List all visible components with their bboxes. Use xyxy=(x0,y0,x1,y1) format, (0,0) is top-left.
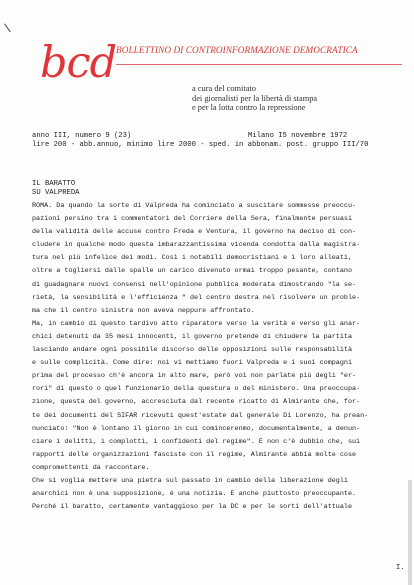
article-line: lasciando andare ogni possibile discorso delle opposizioni sulle responsabilità xyxy=(32,346,353,355)
article-heading xyxy=(32,180,79,199)
curated-line: dei giornalisti per la libertà di stampa xyxy=(192,93,318,103)
article-line: tura nel più infelice dei modi. Così i notabili democristiani e i loro alleati, xyxy=(32,254,353,263)
page-number: I. xyxy=(396,564,405,572)
article-line: chici detenuti da 35 mesi innocenti, il governo pretende di chiudere la partita xyxy=(32,332,353,341)
article-line: di guadagnare nuovi consensi nell'opinione pubblica moderata dimostrando "la se- xyxy=(32,280,357,289)
issue-price: lire 200 - abb.annuo, minimo lire 2000 - sped. in abbonam. post. gruppo III/70 xyxy=(32,141,369,150)
curated-line: e per la lotta contro la repressione xyxy=(192,103,306,113)
issue-number: anno III, numero 9 (23) xyxy=(32,132,132,140)
article-line: cludere in qualche modo questa imbarazzantissima vicenda condotta dalla magistra- xyxy=(32,241,361,250)
masthead-title: BOLLETTINO DI CONTROINFORMAZIONE DEMOCRATICA xyxy=(116,45,358,55)
masthead-rule xyxy=(116,64,402,65)
article-line: zione, questa del governo, accresciuta dal recente ricatto di Almirante che, for- xyxy=(32,398,361,407)
article-line: te dei documenti del SIFAR ricevuti quest'estate dal generale Di Lorenzo, ha prean- xyxy=(32,411,369,420)
article-line: ma che il centro sinistra non aveva neppure affrontato. xyxy=(32,306,255,315)
article-line: nunciato: "Non è lontano il giorno in cui comincerenmo, documentalmente, a denun- xyxy=(32,424,361,433)
article-line: pazioni persino tra i commentatori del Corriere della Sera, finalmente persuasi xyxy=(32,215,353,224)
issue-place-date: Milano I5 novembre 1972 xyxy=(248,132,348,140)
page-edge-shadow xyxy=(408,480,412,585)
issue-info xyxy=(32,132,392,150)
article-line: Perché il baratto, certamente vantaggioso per la DC e per le sorti dell'attuale xyxy=(32,503,353,512)
article-line: ciare i delitti, i complotti, i confidenti del regime". E non c'è dubbio che, sui xyxy=(32,437,361,446)
article-line: anarchici non è una supposizione, è una notizia. E anche piuttosto preoccupante. xyxy=(32,490,357,499)
article-body xyxy=(32,200,402,514)
heading-line: SU VALPREDA xyxy=(32,189,80,198)
article-line: prima del processo ch'è ancora in alto mare, però voi non parlate più degli "er- xyxy=(32,372,357,381)
article-line: compromettenti da raccontare. xyxy=(32,463,150,472)
article-line: rapporti delle organizzazioni fasciste con il regime, Almirante abbia molte cose xyxy=(32,450,357,459)
article-line: oltre a togliersi dalle spalle un carico divenuto ormai troppo pesante, contano xyxy=(32,267,353,276)
heading-line: IL BARATTO xyxy=(32,180,76,188)
article-line: rietà, la sensibilità e l'efficienza " del centro destra nel risolvere un proble- xyxy=(32,293,361,302)
bcd-logo: bcd xyxy=(40,38,117,88)
article-line: rori" di questo o quel funzionario della questura o del ministero. Una preoccupa- xyxy=(32,385,361,394)
article-line: Ma, in cambio di questo tardivo atto riparatore verso la verità e verso gli anar- xyxy=(32,319,361,328)
curated-line: a cura del comitato xyxy=(192,84,256,93)
article-line: e sulle complicità. Come dire: noi vi mettiamo fuori Valpreda e i suoi compagni xyxy=(32,359,353,368)
article-line: della validità delle accuse contro Freda e Ventura, il governo ha deciso di con- xyxy=(32,228,357,237)
article-line: ROMA. Da quando la sorte di Valpreda ha cominciato a suscitare sommesse preoccu- xyxy=(32,202,357,210)
article-line: Che si voglia mettere una pietra sul passato in cambio della liberazione degli xyxy=(32,476,348,485)
pen-mark xyxy=(4,18,19,33)
curated-by-block xyxy=(192,84,317,113)
